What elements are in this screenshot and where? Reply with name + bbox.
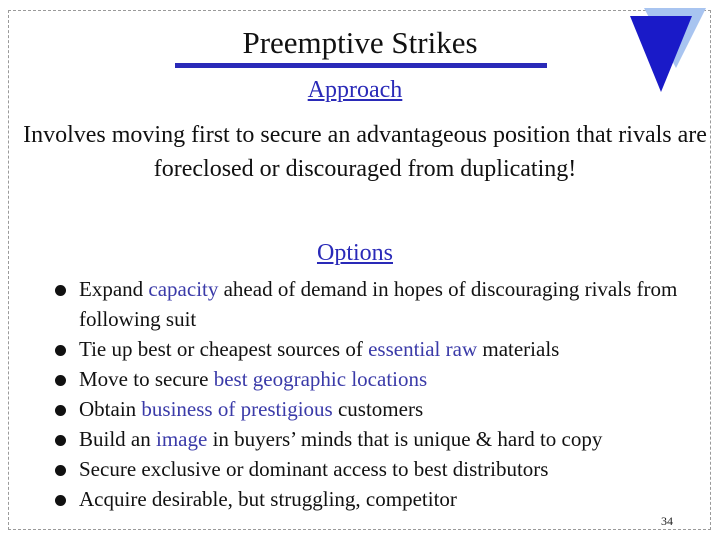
bullet-icon [55, 495, 66, 506]
option-text-segment: in buyers’ minds that is unique & hard to copy [207, 427, 603, 451]
option-text-segment: Move to secure [79, 367, 214, 391]
option-text-segment: customers [332, 397, 424, 421]
bullet-icon [55, 345, 66, 356]
options-heading: Options [316, 240, 393, 266]
highlighted-phrase: best geographic locations [213, 367, 428, 391]
option-text-segment: materials [477, 337, 560, 361]
option-text [79, 277, 677, 331]
option-text-segment: ahead of demand in hopes of discouraging rivals from following suit [79, 277, 678, 331]
approach-text: Involves moving first to secure an advantageous position that rivals are foreclosed or discouraged from duplicating! [23, 122, 707, 182]
option-text [79, 367, 427, 391]
highlighted-phrase: essential raw [368, 337, 478, 361]
option-text [79, 337, 559, 361]
highlighted-phrase: image [156, 427, 208, 451]
bullet-icon [55, 375, 66, 386]
bullet-icon [55, 285, 66, 296]
approach-heading: Approach [307, 77, 403, 103]
option-text-segment: Acquire desirable, but struggling, competitor [79, 487, 457, 511]
option-item [52, 394, 702, 424]
options-list [52, 274, 702, 514]
slide-title: Preemptive Strikes [242, 25, 478, 60]
option-text-segment: Tie up best or cheapest sources of [79, 337, 369, 361]
option-text-segment: Secure exclusive or dominant access to best distributors [79, 457, 549, 481]
option-item [52, 334, 702, 364]
option-text-segment: Expand [79, 277, 149, 301]
option-text [79, 397, 423, 421]
bullet-icon [55, 405, 66, 416]
option-item [52, 274, 702, 334]
option-item [52, 364, 702, 394]
page-number: 34 [661, 514, 673, 528]
bullet-icon [55, 435, 66, 446]
option-text [79, 457, 548, 481]
bullet-icon [55, 465, 66, 476]
option-text-segment: Build an [79, 427, 156, 451]
highlighted-phrase: capacity [148, 277, 219, 301]
option-item [52, 454, 702, 484]
option-text [79, 487, 457, 511]
option-text-segment: Obtain [79, 397, 142, 421]
option-item [52, 484, 702, 514]
option-item [52, 424, 702, 454]
option-text [79, 427, 602, 451]
highlighted-phrase: business of prestigious [141, 397, 333, 421]
title-underline-bar [175, 63, 547, 68]
